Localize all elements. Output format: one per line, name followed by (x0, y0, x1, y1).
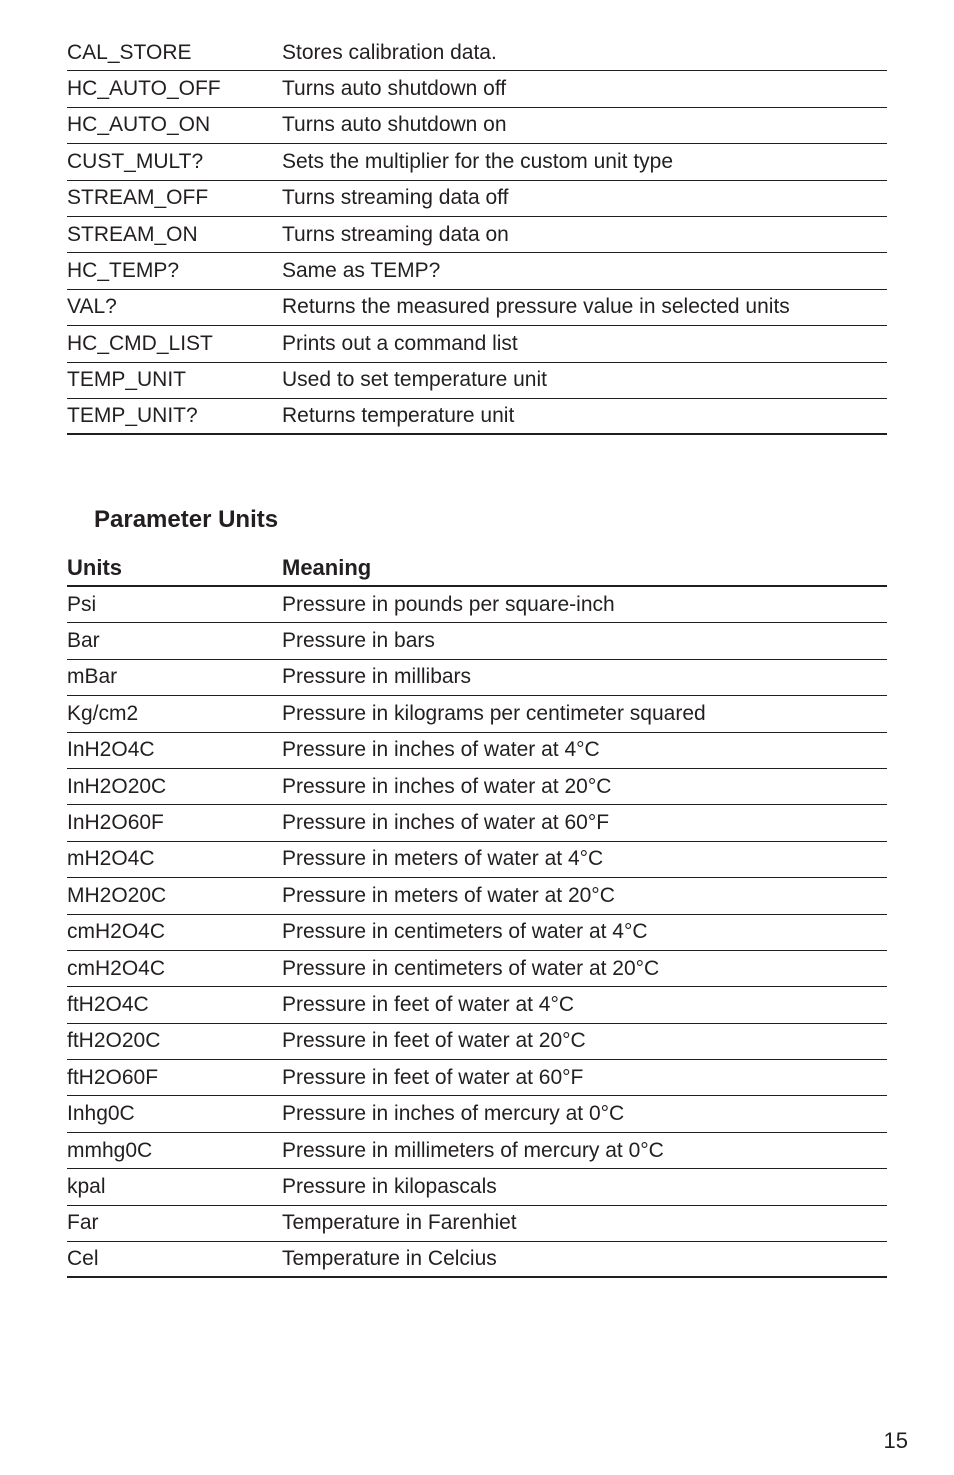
unit-row (67, 1133, 887, 1169)
command-row (67, 217, 887, 253)
unit-row (67, 587, 887, 623)
unit-row (67, 1060, 887, 1096)
unit-meaning: Pressure in kilograms per centimeter squared (282, 701, 706, 725)
command-description: Turns auto shutdown off (282, 77, 507, 101)
unit-name: InH2O4C (67, 738, 155, 762)
unit-row (67, 878, 887, 914)
unit-name: cmH2O4C (67, 920, 166, 944)
command-row (67, 108, 887, 144)
unit-row (67, 1096, 887, 1132)
unit-meaning: Pressure in inches of water at 20°C (282, 774, 612, 798)
command-description: Turns streaming data on (282, 222, 509, 246)
unit-row (67, 660, 887, 696)
unit-name: Kg/cm2 (67, 701, 139, 725)
unit-name: ftH2O20C (67, 1029, 161, 1053)
unit-row (67, 623, 887, 659)
unit-name: InH2O60F (67, 811, 164, 835)
command-name: HC_AUTO_ON (67, 113, 211, 137)
command-row (67, 363, 887, 399)
command-row (67, 326, 887, 362)
units-table-body (67, 587, 887, 1278)
unit-name: ftH2O4C (67, 992, 149, 1016)
unit-meaning: Pressure in feet of water at 4°C (282, 992, 575, 1016)
unit-name: ftH2O60F (67, 1065, 159, 1089)
unit-meaning: Pressure in feet of water at 60°F (282, 1065, 584, 1089)
unit-meaning: Pressure in inches of water at 4°C (282, 738, 600, 762)
unit-meaning: Pressure in feet of water at 20°C (282, 1029, 586, 1053)
unit-name: InH2O20C (67, 774, 167, 798)
page-number: 15 (883, 1428, 908, 1453)
unit-row (67, 987, 887, 1023)
units-table (67, 550, 887, 1278)
unit-row (67, 696, 887, 732)
unit-name: mBar (67, 665, 118, 689)
unit-name: Cel (67, 1247, 99, 1271)
command-name: CAL_STORE (67, 40, 192, 64)
units-table-header (67, 550, 887, 587)
unit-name: Inhg0C (67, 1102, 135, 1126)
unit-row (67, 1206, 887, 1242)
unit-row (67, 842, 887, 878)
command-table (67, 35, 887, 435)
command-name: STREAM_ON (67, 222, 198, 246)
command-row (67, 144, 887, 180)
command-row (67, 399, 887, 435)
unit-name: Far (67, 1211, 99, 1235)
command-name: VAL? (67, 295, 117, 319)
command-row (67, 290, 887, 326)
unit-row (67, 915, 887, 951)
command-name: HC_CMD_LIST (67, 331, 213, 355)
command-name: TEMP_UNIT (67, 368, 187, 392)
unit-row (67, 769, 887, 805)
command-description: Returns temperature unit (282, 404, 515, 428)
unit-name: kpal (67, 1174, 106, 1198)
command-name: TEMP_UNIT? (67, 404, 198, 428)
command-row (67, 71, 887, 107)
command-description: Stores calibration data. (282, 40, 497, 64)
command-description: Prints out a command list (282, 331, 518, 355)
unit-meaning: Pressure in centimeters of water at 4°C (282, 920, 648, 944)
command-row (67, 35, 887, 71)
meaning-column-header: Meaning (282, 554, 372, 580)
unit-meaning: Pressure in millimeters of mercury at 0°C (282, 1138, 664, 1162)
unit-row (67, 1242, 887, 1278)
unit-name: cmH2O4C (67, 956, 166, 980)
unit-row (67, 805, 887, 841)
unit-row (67, 1024, 887, 1060)
unit-meaning: Pressure in inches of mercury at 0°C (282, 1102, 625, 1126)
unit-meaning: Pressure in pounds per square-inch (282, 592, 615, 616)
unit-meaning: Pressure in kilopascals (282, 1174, 497, 1198)
command-description: Used to set temperature unit (282, 368, 547, 392)
command-description: Same as TEMP? (282, 259, 441, 283)
command-name: HC_AUTO_OFF (67, 77, 221, 101)
unit-meaning: Pressure in meters of water at 20°C (282, 883, 615, 907)
command-name: CUST_MULT? (67, 149, 204, 173)
unit-name: mH2O4C (67, 847, 155, 871)
unit-meaning: Pressure in millibars (282, 665, 472, 689)
command-name: STREAM_OFF (67, 186, 209, 210)
unit-meaning: Temperature in Celcius (282, 1247, 497, 1271)
unit-row (67, 733, 887, 769)
command-description: Returns the measured pressure value in selected units (282, 295, 790, 319)
command-row (67, 253, 887, 289)
command-name: HC_TEMP? (67, 259, 180, 283)
unit-meaning: Pressure in meters of water at 4°C (282, 847, 604, 871)
unit-meaning: Pressure in bars (282, 629, 435, 653)
unit-row (67, 1169, 887, 1205)
command-description: Turns auto shutdown on (282, 113, 507, 137)
unit-name: Psi (67, 592, 97, 616)
unit-meaning: Pressure in centimeters of water at 20°C (282, 956, 660, 980)
units-column-header: Units (67, 554, 122, 580)
unit-row (67, 951, 887, 987)
command-row (67, 181, 887, 217)
section-title: Parameter Units (94, 506, 279, 533)
unit-name: mmhg0C (67, 1138, 153, 1162)
command-description: Sets the multiplier for the custom unit type (282, 149, 674, 173)
unit-meaning: Pressure in inches of water at 60°F (282, 811, 610, 835)
unit-name: Bar (67, 629, 100, 653)
unit-name: MH2O20C (67, 883, 167, 907)
command-description: Turns streaming data off (282, 186, 509, 210)
unit-meaning: Temperature in Farenhiet (282, 1211, 517, 1235)
